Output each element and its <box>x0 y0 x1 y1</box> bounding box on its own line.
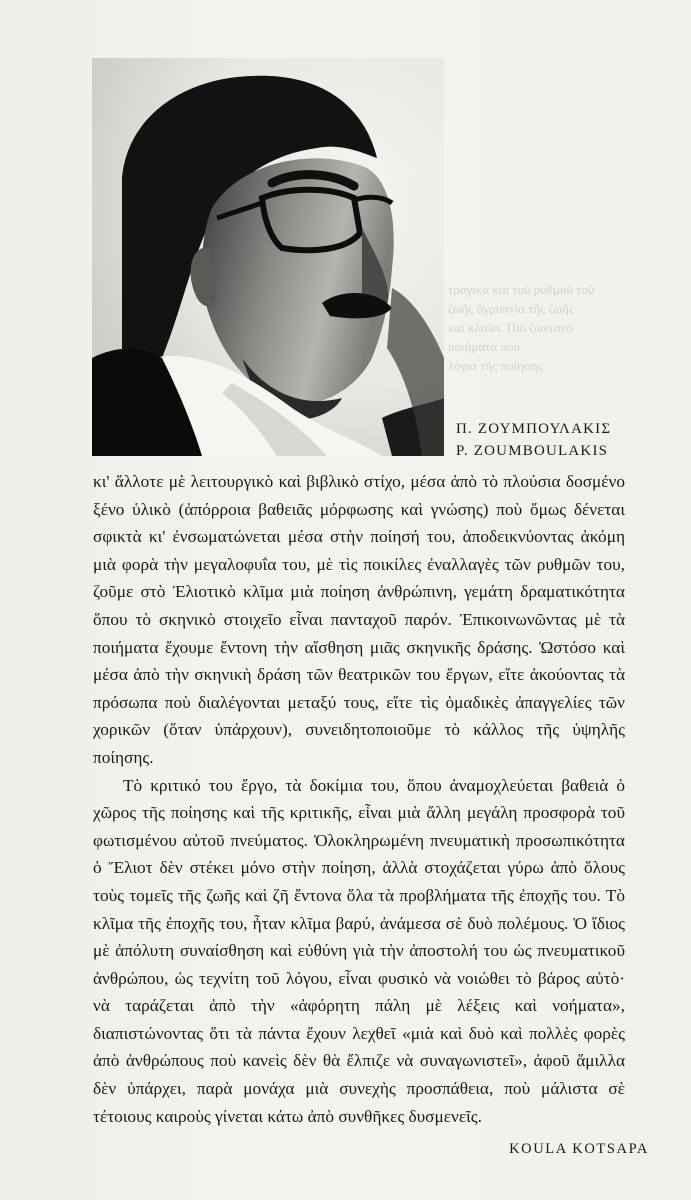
author-signature: KOULA KOTSAPA <box>509 1141 649 1157</box>
caption-latin-name: P. ZOUMBOULAKIS <box>456 443 609 459</box>
photo-caption <box>456 418 686 462</box>
paragraph: Τὸ κριτικό του ἔργο, τὰ δοκίμια του, ὅπου ἀναμοχλεύεται βαθειὰ ὁ χῶρος τῆς ποίησης καὶ τῆς κριτικῆς, εἶναι μιὰ ἄλλη μεγάλη προσφορὰ τοῦ φωτισμένου αὐτοῦ πνεύματος. Ὁλοκληρωμένη πνευματικὴ προσωπικότητα ὁ Ἔλιοτ δὲν στέκει μόνο στὴν ποίηση, ἀλλὰ στοχάζεται γύρω ἀπὸ ὅλους τοὺς τομεῖς τῆς ζωῆς καὶ ζῆ ἔντονα ὅλα τὰ προβλήματα τῆς ἐποχῆς του. Τὸ κλῖμα τῆς ἐποχῆς του, ἦταν κλῖμα βαρύ, ἀνάμεσα σὲ δυὸ πολέμους. Ὁ ἴδιος μὲ ἀπόλυτη συναίσθηση καὶ εὐθύνη γιὰ τὴν ἀποστολή του ὡς πνευματικοῦ ἀνθρώπου, ὡς τεχνίτη τοῦ λόγου, εἶναι φυσικὸ νὰ νοιώθει τὸ βάρος αὐτὸ· νὰ ταράζεται ἀπὸ τὴν «ἀφόρητη πάλη μὲ λέξεις καὶ νοήματα», διαπιστώνοντας ὅτι τὰ πάντα ἔχουν λεχθεῖ «μιὰ καὶ δυὸ καὶ πολλὲς φορὲς ἀπὸ ἀνθρώπους ποὺ κανεὶς δὲν θὰ ἔλπιζε νὰ συναγωνιστεῖ», ἀφοῦ ἅμιλλα δὲν ὑπάρχει, παρὰ μονάχα μιὰ συνεχὴς προσπάθεια, ποὺ μάλιστα σὲ τέτοιους καιροὺς γίνεται κάτω ἀπὸ συνθῆκες δυσμενεῖς. <box>93 775 625 1126</box>
caption-greek-name: Π. ΖΟΥΜΠΟΥΛΑΚΙΣ <box>456 421 612 437</box>
portrait-image <box>92 58 444 456</box>
paragraph: κι' ἄλλοτε μὲ λειτουργικὸ καὶ βιβλικὸ στίχο, μέσα ἀπὸ τὸ πλούσια δοσμένο ξένο ὑλικὸ (ἀπόρροια βαθειᾶς μόρφωσης καὶ γνώσης) ποὺ ὅμως δένεται σφικτὰ κι' ἐνσωματώνεται μέσα στὴν ποίησή του, ἀποδεικνύοντας ἀκόμη μιὰ φορὰ τὴν μεγαλοφυΐα του, μὲ τὶς ποικίλες ἐναλλαγὲς τῶν ρυθμῶν του, ζοῦμε στὸ Ἐλιοτικὸ κλῖμα μιὰ ποίηση ἀνθρώπινη, γεμάτη δραματικότητα ὅπου τὸ σκηνικὸ στοιχεῖο εἶναι πανταχοῦ παρόν. Ἐπικοινωνῶντας μὲ τὰ ποιήματα ἔχουμε ἔντονη τὴν αἴσθηση μιᾶς σκηνικῆς δράσης. Ὡστόσο καὶ μέσα ἀπὸ τὴν σκηνικὴ δράση τῶν θεατρικῶν του ἔργων, εἴτε ἀκούοντας τὰ πρόσωπα ποὺ διαλέγονται μεταξύ τους, εἴτε τὶς ὁμαδικὲς ἀπαγγελίες τῶν χορικῶν (ὅταν ὑπάρχουν), συνειδητοποιοῦμε τὸ κάλλος τῆς ὑψηλῆς ποίησης. <box>93 472 625 767</box>
author-photo <box>92 58 444 456</box>
article-body <box>93 468 625 1130</box>
show-through-text: τραγικὰ καὶ τοῦ ρυθμοῦ τοῦ ζωῆς ἀγρυπνία τῆς ζωῆς καὶ κλαίει. Πιὸ ζωντανὸ ποιήματα ποὺ λόγια τῆς ποίησης <box>448 282 595 373</box>
